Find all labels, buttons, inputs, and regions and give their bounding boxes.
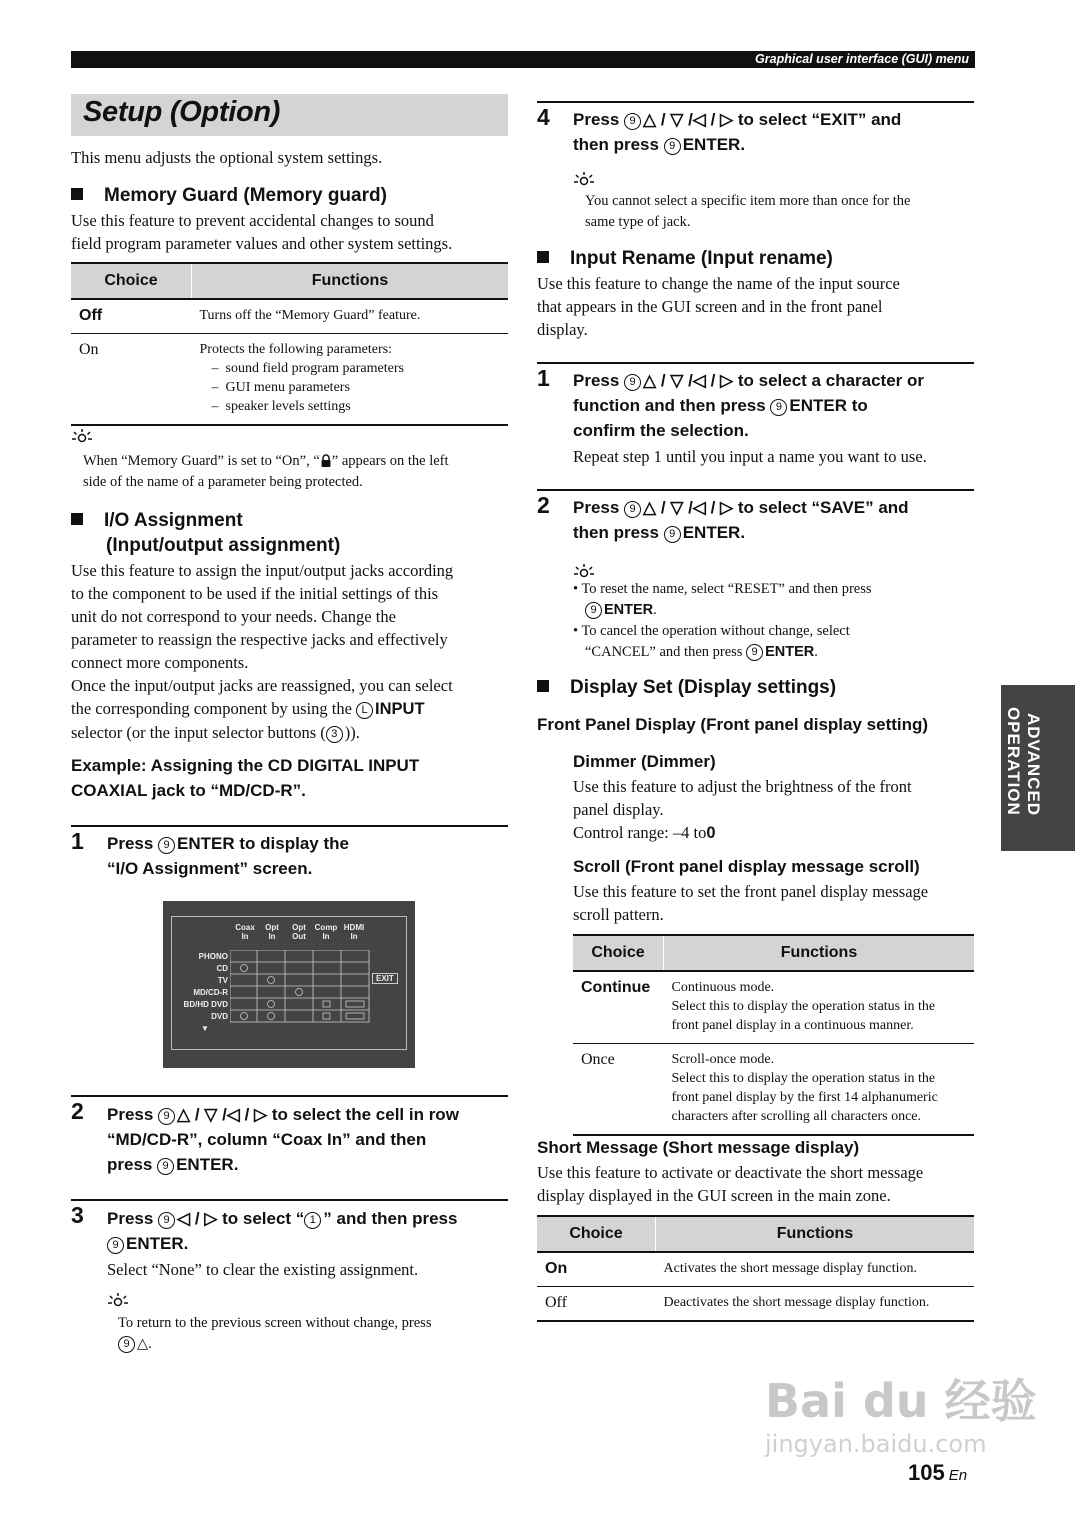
- step-4-tip: You cannot select a specific item more than once for the same type of jack.: [585, 193, 911, 230]
- scroll-heading: Scroll (Front panel display message scroll): [573, 857, 920, 876]
- step-number: 4: [537, 104, 550, 130]
- col-functions: Functions: [656, 1216, 975, 1252]
- io-assignment-screen: [163, 901, 415, 1068]
- step-number: 3: [71, 1202, 84, 1228]
- rename-step-2-text: Press 9 △ / ▽ /◁ / ▷ to select “SAVE” and then press 9 ENTER.: [573, 498, 909, 542]
- gui-col: HDMI In: [343, 923, 365, 941]
- gui-col: Comp In: [314, 923, 338, 941]
- io-assignment-heading: I/O Assignment (Input/output assignment): [71, 508, 340, 558]
- col-choice: Choice: [71, 263, 192, 299]
- running-header: Graphical user interface (GUI) menu: [71, 51, 975, 68]
- rename-step-2-tips: • To reset the name, select “RESET” and then press 9 ENTER. • To cancel the operation without change, select “CANCEL” and then press 9 ENTER.: [573, 581, 872, 660]
- col-functions: Functions: [192, 263, 509, 299]
- divider: [537, 362, 974, 364]
- divider: [71, 825, 508, 827]
- table-row: Off Turns off the “Memory Guard” feature.: [71, 299, 508, 334]
- step-4-text: Press 9 △ / ▽ /◁ / ▷ to select “EXIT” and then press 9 ENTER.: [573, 110, 902, 154]
- short-message-desc: Use this feature to activate or deactivate the short message display displayed in the GUI screen in the main zone.: [537, 1163, 924, 1205]
- tip-icon: [107, 1292, 131, 1310]
- divider: [71, 1199, 508, 1201]
- example-heading: Example: Assigning the CD DIGITAL INPUT COAXIAL jack to “MD/CD-R”.: [71, 756, 420, 800]
- dimmer-desc: Use this feature to adjust the brightness of the front panel display. Control range: –4 to0: [573, 777, 912, 842]
- io-assignment-desc: Use this feature to assign the input/output jacks according to the component to be used if the initial settings of this unit do not correspond to your needs. Change the parameter to reassign the respective jacks and effectively connect more components. Once the input/output jacks are reassigned, you can select the corresponding component by using the L INPUT selector (or the input selector buttons ( 3 )).: [71, 561, 454, 742]
- side-tab: ADVANCED OPERATION: [1001, 685, 1075, 851]
- step-2-text: Press 9 △ / ▽ /◁ / ▷ to select the cell in row “MD/CD-R”, column “Coax In” and then press 9 ENTER.: [107, 1105, 459, 1174]
- col-choice: Choice: [537, 1216, 656, 1252]
- col-functions: Functions: [664, 935, 975, 971]
- input-rename-desc: Use this feature to change the name of the input source that appears in the GUI screen and in the front panel display.: [537, 274, 900, 339]
- step-number: 1: [71, 828, 84, 854]
- display-set-heading: Display Set (Display settings): [537, 675, 836, 700]
- divider: [537, 101, 974, 103]
- gui-col: Coax In: [235, 923, 255, 941]
- table-row: Once Scroll-once mode. Select this to display the operation status in the front panel display by the first 14 alphanumeric characters after scrolling all characters once.: [573, 1044, 974, 1136]
- step-3-text: Press 9 ◁ / ▷ to select “ 1 ” and then press 9 ENTER.: [107, 1209, 458, 1253]
- scroll-desc: Use this feature to set the front panel display message scroll pattern.: [573, 882, 929, 924]
- memory-guard-tip: When “Memory Guard” is set to “On”, “ ” appears on the left side of the name of a parameter being protected.: [83, 453, 449, 490]
- section-title: Setup (Option): [83, 96, 281, 128]
- short-message-heading: Short Message (Short message display): [537, 1138, 860, 1157]
- memory-guard-desc: Use this feature to prevent accidental changes to sound field program parameter values and other system settings.: [71, 211, 453, 253]
- divider: [71, 1095, 508, 1097]
- gui-exit-button: EXIT: [372, 973, 398, 984]
- table-row: On Activates the short message display function.: [537, 1252, 974, 1287]
- memory-guard-heading: Memory Guard (Memory guard): [71, 183, 387, 208]
- page-number: 105 En: [908, 1460, 968, 1485]
- input-rename-heading: Input Rename (Input rename): [537, 246, 833, 271]
- short-message-table: [537, 1215, 974, 1322]
- rename-step-1-text: Press 9 △ / ▽ /◁ / ▷ to select a character or function and then press 9 ENTER to confirm the selection.: [573, 371, 925, 440]
- gui-grid: [230, 950, 370, 1024]
- col-choice: Choice: [573, 935, 664, 971]
- watermark-logo: Bai du 经验: [765, 1374, 1037, 1428]
- watermark-url: jingyan.baidu.com: [765, 1430, 987, 1458]
- rename-step-1-note: Repeat step 1 until you input a name you want to use.: [573, 447, 927, 466]
- key-L-icon: L: [356, 702, 373, 719]
- step-3-note: Select “None” to clear the existing assignment.: [107, 1260, 419, 1279]
- step-number: 2: [537, 492, 550, 518]
- dimmer-heading: Dimmer (Dimmer): [573, 752, 716, 771]
- section-title-box: [71, 94, 508, 136]
- step-1-text: Press 9 ENTER to display the “I/O Assignment” screen.: [107, 834, 349, 878]
- tip-icon: [71, 428, 95, 446]
- scroll-table: [573, 934, 974, 1136]
- table-row: Continue Continuous mode. Select this to display the operation status in the front panel display in a continuous manner.: [573, 971, 974, 1044]
- gui-rows: PHONO CD TV MD/CD-R BD/HD DVD DVD ▼: [183, 952, 228, 1033]
- divider: [537, 489, 974, 491]
- step-number: 1: [537, 365, 550, 391]
- lock-icon: [320, 454, 332, 467]
- memory-guard-table: [71, 262, 508, 426]
- section-intro: This menu adjusts the optional system settings.: [71, 148, 383, 167]
- table-row: On Protects the following parameters: – sound field program parameters – GUI menu parameters – speaker levels settings: [71, 334, 508, 426]
- tip-icon: [573, 171, 597, 189]
- front-panel-heading: Front Panel Display (Front panel display setting): [537, 715, 929, 734]
- step-3-tip: To return to the previous screen without change, press 9 △.: [118, 1315, 432, 1352]
- gui-col: Opt Out: [292, 923, 306, 941]
- table-row: Off Deactivates the short message display function.: [537, 1287, 974, 1322]
- step-number: 2: [71, 1098, 84, 1124]
- gui-col: Opt In: [265, 923, 279, 941]
- key-3-icon: 3: [326, 726, 343, 743]
